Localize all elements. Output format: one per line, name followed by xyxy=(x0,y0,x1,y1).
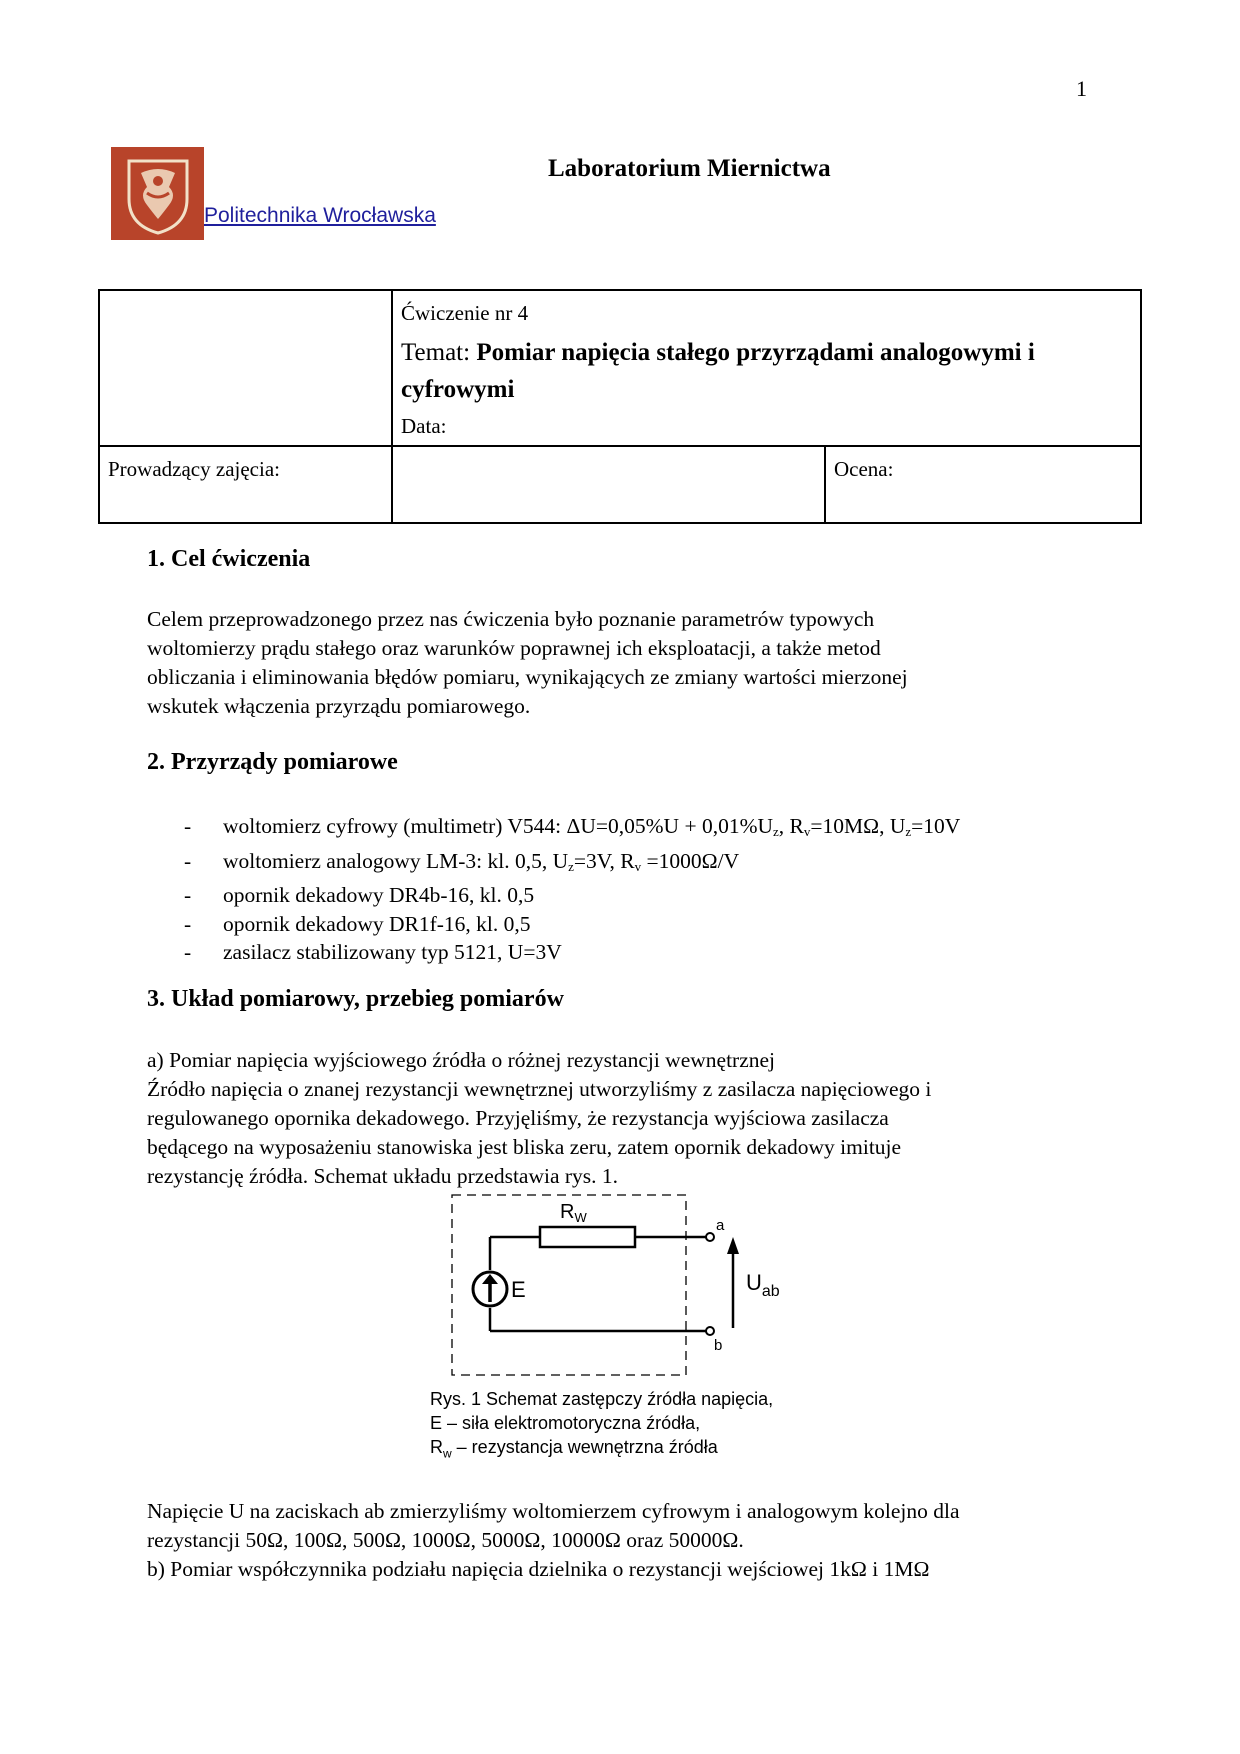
paragraph-line: regulowanego opornika dekadowego. Przyjęliśmy, że rezystancja wyjściowa zasilacza xyxy=(147,1106,889,1130)
paragraph-line: a) Pomiar napięcia wyjściowego źródła o różnej rezystancji wewnętrznej xyxy=(147,1048,776,1072)
section-3b-paragraph xyxy=(147,1497,1107,1584)
eagle-emblem-icon xyxy=(111,147,204,240)
section-2-heading: 2. Przyrządy pomiarowe xyxy=(147,749,398,775)
bullet-dash: - xyxy=(184,911,192,936)
uab-label: $U_{ab}$ xyxy=(746,1270,780,1300)
paragraph-line: rezystancję źródła. Schemat układu przedstawia rys. 1. xyxy=(147,1164,619,1188)
caption-text: – rezystancja wewnętrzna źródła xyxy=(451,1437,718,1457)
item-text: woltomierz analogowy LM-3: kl. 0,5, U xyxy=(223,848,569,873)
grade-label: Ocena: xyxy=(834,457,894,481)
rw-label: $R_W$ xyxy=(560,1201,587,1225)
grade-cell xyxy=(825,446,1141,523)
caption-line xyxy=(430,1435,773,1466)
university-logo xyxy=(111,147,204,240)
exercise-number: Ćwiczenie nr 4 xyxy=(401,301,529,325)
item-text: =3V, R xyxy=(573,848,635,873)
subscript: v xyxy=(803,824,811,839)
terminal-b-label: b xyxy=(714,1337,723,1354)
subscript: w xyxy=(443,1446,452,1461)
item-text: =1000Ω/V xyxy=(641,848,740,873)
terminal-a xyxy=(706,1233,714,1241)
list-item xyxy=(147,812,960,847)
bullet-dash: - xyxy=(184,883,192,907)
paragraph-line: wskutek włączenia przyrządu pomiarowego. xyxy=(147,694,531,718)
paragraph-line: Źródło napięcia o znanej rezystancji wewnętrznej utworzyliśmy z zasilacza napięciowego i xyxy=(147,1077,932,1101)
caption-line: Rys. 1 Schemat zastępczy źródła napięcia, xyxy=(430,1389,774,1409)
list-item xyxy=(147,910,960,939)
item-text: =10MΩ, U xyxy=(810,814,906,838)
item-text: zasilacz stabilizowany typ 5121, U=3V xyxy=(223,940,562,964)
section-3-heading: 3. Układ pomiarowy, przebieg pomiarów xyxy=(147,986,564,1012)
section-1-heading: 1. Cel ćwiczenia xyxy=(147,546,311,572)
list-item xyxy=(147,847,960,882)
paragraph-line: woltomierzy prądu stałego oraz warunków poprawnej ich eksploatacji, a także metod xyxy=(147,636,881,660)
resistor-rw xyxy=(540,1227,635,1247)
voltage-source-schematic xyxy=(450,1190,810,1390)
page-number: 1 xyxy=(1076,76,1087,101)
section-3a-paragraph xyxy=(147,1046,1107,1191)
e-label: E xyxy=(511,1277,526,1302)
subscript: z xyxy=(905,824,912,839)
exercise-cell xyxy=(392,290,1141,446)
subscript: z xyxy=(773,824,779,839)
paragraph-line: Napięcie U na zaciskach ab zmierzyliśmy woltomierzem cyfrowym i analogowym kolejno dla xyxy=(147,1499,960,1523)
item-text: opornik dekadowy DR1f-16, kl. 0,5 xyxy=(223,911,531,936)
instructor-value-cell xyxy=(392,446,825,523)
item-text: , R xyxy=(778,814,804,838)
topic-text: Pomiar napięcia stałego przyrządami analogowymi i cyfrowymi xyxy=(401,339,1035,403)
bullet-dash: - xyxy=(184,940,192,964)
instrument-list xyxy=(147,812,960,967)
bullet-dash: - xyxy=(184,848,192,873)
terminal-a-label: a xyxy=(716,1217,725,1234)
item-text: =10V xyxy=(911,814,961,838)
caption-text: R xyxy=(430,1437,443,1457)
paragraph-line: b) Pomiar współczynnika podziału napięcia dzielnika o rezystancji wejściowej 1kΩ i 1MΩ xyxy=(147,1557,930,1581)
bullet-dash: - xyxy=(184,814,192,838)
subscript: z xyxy=(568,858,574,874)
paragraph-line: obliczania i eliminowania błędów pomiaru, wynikających ze zmiany wartości mierzonej xyxy=(147,665,908,689)
item-text: opornik dekadowy DR4b-16, kl. 0,5 xyxy=(223,883,535,907)
university-link[interactable]: Politechnika Wrocławska xyxy=(204,204,436,227)
item-text: woltomierz cyfrowy (multimetr) V544: ΔU=0,05%U + 0,01%U xyxy=(223,814,774,838)
list-item xyxy=(147,938,960,967)
caption-line: E – siła elektromotoryczna źródła, xyxy=(430,1413,701,1433)
subscript: v xyxy=(634,858,642,874)
date-label: Data: xyxy=(401,414,447,438)
exercise-info-table xyxy=(98,289,1142,524)
paragraph-line: będącego na wyposażeniu stanowiska jest bliska zeru, zatem opornik dekadowy imituje xyxy=(147,1135,902,1159)
topic-label: Temat: xyxy=(401,339,471,366)
figure-caption xyxy=(430,1387,773,1466)
section-1-paragraph xyxy=(147,605,1107,721)
topic-line xyxy=(401,334,1132,408)
blank-cell xyxy=(99,290,392,446)
instructor-cell xyxy=(99,446,392,523)
paragraph-line: rezystancji 50Ω, 100Ω, 500Ω, 1000Ω, 5000Ω, 10000Ω oraz 50000Ω. xyxy=(147,1528,744,1552)
list-item xyxy=(147,881,960,910)
lab-title: Laboratorium Miernictwa xyxy=(548,155,831,182)
instructor-label: Prowadzący zajęcia: xyxy=(108,457,280,481)
paragraph-line: Celem przeprowadzonego przez nas ćwiczenia było poznanie parametrów typowych xyxy=(147,607,875,631)
terminal-b xyxy=(706,1327,714,1335)
